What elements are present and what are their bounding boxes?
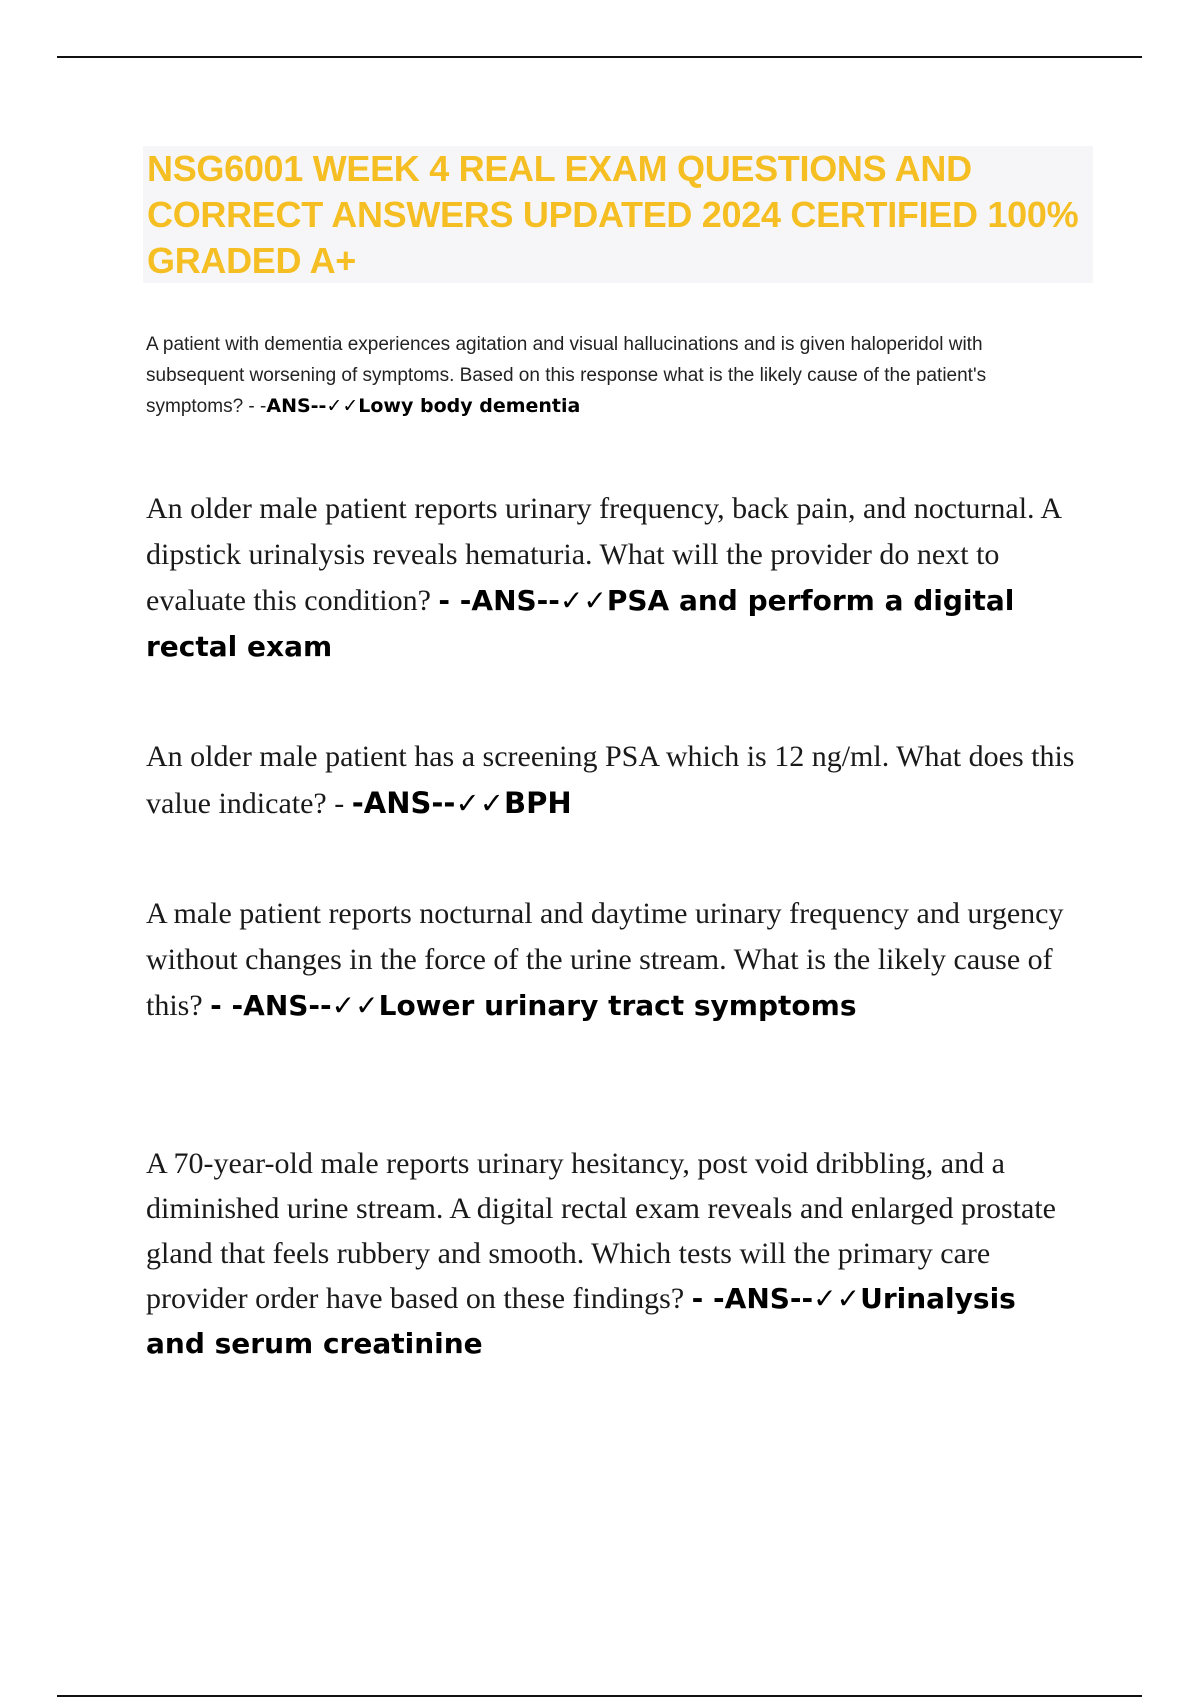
answer-text: - -ANS--✓✓Urinalysis and serum creatinine <box>146 1282 1016 1360</box>
qa-item <box>146 329 1081 422</box>
answer-text: ANS--✓✓Lowy body dementia <box>266 395 581 417</box>
answer-text: - -ANS--✓✓Lower urinary tract symptoms <box>210 989 857 1022</box>
bottom-rule <box>57 1695 1142 1697</box>
question-text: A 70-year-old male reports urinary hesitancy, post void dribbling, and a diminished urine stream. A digital rectal exam reveals and enlarged prostate gland that feels rubbery and smooth. Which tests will the primary care provider order have based on these findings? <box>146 1147 1056 1315</box>
question-text: An older male patient reports urinary frequency, back pain, and nocturnal. A dipstick urinalysis reveals hematuria. What will the provider do next to evaluate this condition? <box>146 492 1061 617</box>
qa-item <box>146 486 1081 670</box>
qa-item <box>146 734 1081 827</box>
question-text: An older male patient has a screening PSA which is 12 ng/ml. What does this value indicate? - <box>146 740 1075 820</box>
qa-item <box>146 891 1081 1029</box>
top-rule <box>57 56 1142 58</box>
document-title: NSG6001 WEEK 4 REAL EXAM QUESTIONS AND CORRECT ANSWERS UPDATED 2024 CERTIFIED 100% GRADED A+ <box>147 148 1079 281</box>
answer-text: -ANS--✓✓BPH <box>351 786 572 820</box>
qa-item <box>146 1141 1081 1366</box>
question-text: A patient with dementia experiences agitation and visual hallucinations and is given haloperidol with subsequent worsening of symptoms. Based on this response what is the likely cause of the patient's symptoms? - - <box>146 334 987 417</box>
question-text: A male patient reports nocturnal and daytime urinary frequency and urgency without changes in the force of the urine stream. What is the likely cause of this? <box>146 897 1064 1022</box>
answer-text: - -ANS--✓✓PSA and perform a digital rectal exam <box>146 584 1015 663</box>
title-block <box>143 146 1093 283</box>
